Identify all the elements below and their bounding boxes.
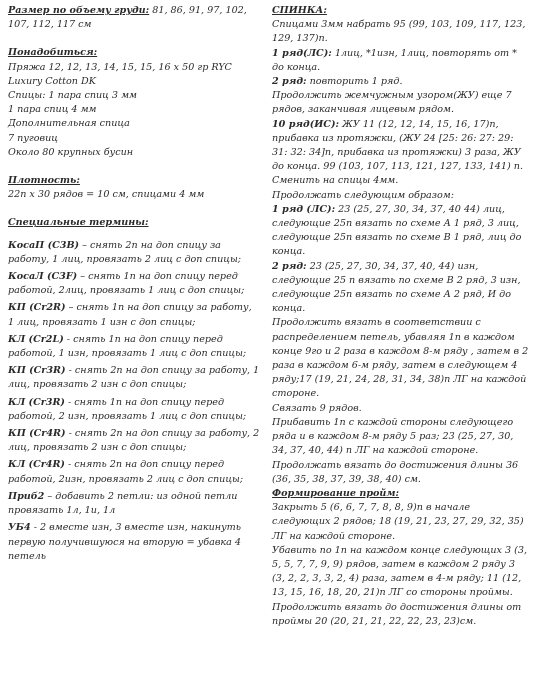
term-name: КЛ (Cr4R) <box>8 459 65 471</box>
knit-rows-text: Связать 9 рядов. <box>272 402 362 414</box>
row-2-text: повторить 1 ряд. <box>306 76 403 88</box>
term-name: КосаП (С3В) <box>8 239 80 251</box>
term-text: – снять 1п на доп спицу за работу, 1 лиц, провязать 1 изн с доп спицы; <box>8 302 252 328</box>
term-text: – добавить 2 петли: из одной петли провязать 1л, 1и, 1л <box>8 490 238 517</box>
term-text: - снять 2п на доп спицу за работу, 1 лиц, провязать 2 изн с доп спицы; <box>8 365 260 391</box>
term-text: - снять 2п на доп спицу перед работой, 2изн, провязать 2 лиц с доп спицы; <box>8 459 244 485</box>
left-column <box>8 4 260 564</box>
term-text: – снять 1п на доп спицу перед работой, 2лиц, провязать 1 лиц с доп спицы; <box>8 271 245 297</box>
materials-line: Luxury Cotton DK <box>8 75 96 87</box>
term-item <box>8 364 260 392</box>
row-10-text: ЖУ 11 (12, 12, 14, 15, 16, 17)п, прибавка из протяжки, (ЖУ 24 [25: 26: 27: 29: 31: 32: 34]п, прибавка из протяжки) 3 раза, ЖУ до конца. 99 (103, 107, 113, 121, 127, 133, 141) п. <box>272 118 524 173</box>
materials-line: Около 80 крупных бусин <box>8 146 134 158</box>
term-item <box>8 490 260 518</box>
term-item <box>8 333 260 361</box>
continue-length-text: Продолжать вязать до достижения длины 36 (36, 35, 38, 37, 39, 38, 40) см. <box>272 459 519 485</box>
size-values: 81, 86, 91, 97, 102, 107, 112, 117 см <box>8 5 247 31</box>
pearl-stitch-text: Продолжить жемчужным узором(ЖУ) еще 7 рядов, заканчивая лицевым рядом. <box>272 90 512 116</box>
term-text: – снять 2п на доп спицу за работу, 1 лиц, провязать 2 лиц с доп спицы; <box>8 239 242 265</box>
term-name: КП (Cr3R) <box>8 365 66 377</box>
continue-pattern-text: Продолжать следующим образом: <box>272 189 454 201</box>
final-length-text: Продолжить вязать до достижения длины от проймы 20 (20, 21, 21, 22, 22, 23, 23)см. <box>272 601 522 627</box>
change-needles-text: Сменить на спицы 4мм. <box>272 175 399 187</box>
materials-line: 1 пара спиц 4 мм <box>8 104 97 116</box>
term-text: - снять 1п на доп спицу перед работой, 1 изн, провязать 1 лиц с доп спицы; <box>8 333 247 360</box>
back-title: СПИНКА: <box>272 5 327 16</box>
terms-list <box>8 239 260 564</box>
back-intro: Спицами 3мм набрать 95 (99, 103, 109, 117, 123, 129, 137)п. <box>272 19 526 45</box>
materials-line: Пряжа 12, 12, 13, 14, 15, 15, 16 х 50 гр RYC <box>8 61 232 73</box>
pattern-row-2-label: 2 ряд: <box>272 260 307 272</box>
term-item <box>8 396 260 424</box>
size-label: Размер по объему груди: <box>8 5 150 16</box>
term-name: УБ4 <box>8 522 31 534</box>
row-10 <box>272 118 530 175</box>
row-1 <box>272 47 530 75</box>
row-1-label: 1 ряд(ЛС): <box>272 47 332 59</box>
term-name: Приб2 <box>8 490 45 502</box>
distribution-text: Продолжить вязать в соответствии с распределением петель, убавляя 1п в каждом конце 9го и 2 раза в каждом 8-м ряду , затем в 2 раза в каждом 6-м ряду, затем в следующем 4 ряду;17 (19, 21, 24, 28, 31, 34, 38)п ЛГ на каждой стороне. <box>272 317 529 400</box>
materials-title: Понадобиться: <box>8 47 98 59</box>
materials-line: 7 пуговиц <box>8 132 58 144</box>
pattern-row-2-text: 23 (25, 27, 30, 34, 37, 40, 44) изн, следующие 25 п вязать по схеме В 2 ряд, 3 изн, следующие 25п вязать по схеме А 2 ряд, И до конца. <box>272 260 521 315</box>
size-paragraph <box>8 4 260 32</box>
term-item <box>8 301 260 329</box>
row-1-text: 1лиц, *1изн, 1лиц, повторять от * до конца. <box>272 47 517 73</box>
pattern-row-1 <box>272 203 530 260</box>
density-title: Плотность: <box>8 175 80 187</box>
cast-off-text: Закрыть 5 (6, 6, 7, 7, 8, 8, 9)п в начале следующих 2 рядов; 18 (19, 21, 23, 27, 29, 32, 35) ЛГ на каждой стороне. <box>272 502 524 542</box>
term-name: КЛ (Cr2L) <box>8 333 64 345</box>
increase-text: Прибавить 1п с каждой стороны следующего ряда и в каждом 8-м ряду 5 раз; 23 (25, 27, 30, 34, 37, 40, 44) п ЛГ на каждой стороне. <box>272 416 514 457</box>
terms-title: Специальные термины: <box>8 217 149 229</box>
term-name: КосаЛ (С3F) <box>8 271 78 283</box>
density-text: 22п х 30 рядов = 10 см, спицами 4 мм <box>8 189 205 201</box>
term-text: - снять 2п на доп спицу за работу, 2 лиц, провязать 2 изн с доп спицы; <box>8 428 260 454</box>
term-name: КЛ (Cr3R) <box>8 396 65 408</box>
decrease-text: Убавить по 1п на каждом конце следующих 3 (3, 5, 5, 7, 7, 9, 9) рядов, затем в каждом 2 ряду 3 (3, 2, 2, 3, 3, 2, 4) раза, затем в 4-м ряду; 11 (12, 13, 15, 16, 18, 20, 21)п ЛГ со стороны проймы. <box>272 544 528 599</box>
term-item <box>8 521 260 564</box>
armhole-title: Формирование пройм: <box>272 487 400 499</box>
pattern-row-2 <box>272 260 530 317</box>
row-10-label: 10 ряд(ИС): <box>272 118 340 130</box>
term-item <box>8 458 260 486</box>
term-item <box>8 270 260 298</box>
term-name: КП (Cr2R) <box>8 302 66 314</box>
term-text: - снять 1п на доп спицу перед работой, 2 изн, провязать 1 лиц с доп спицы; <box>8 396 247 422</box>
term-item <box>8 239 260 267</box>
term-text: - 2 вместе изн, 3 вместе изн, накинуть первую получившуюся на вторую = убавка 4 петель <box>8 522 242 562</box>
materials-list <box>8 61 260 160</box>
materials-line: Спицы: 1 пара спиц 3 мм <box>8 90 137 102</box>
pattern-row-1-label: 1 ряд (ЛС): <box>272 203 336 215</box>
right-column <box>272 4 530 629</box>
pattern-row-1-text: 23 (25, 27, 30, 34, 37, 40 44) лиц, следующие 25п вязать по схеме А 1 ряд, 3 лиц, следующие 25п вязать по схеме В 1 ряд, лиц до конца. <box>272 203 522 258</box>
term-name: КП (Cr4R) <box>8 428 66 440</box>
term-item <box>8 427 260 455</box>
row-2-label: 2 ряд: <box>272 76 307 88</box>
materials-line: Дополнительная спица <box>8 118 130 130</box>
row-2 <box>272 75 530 89</box>
